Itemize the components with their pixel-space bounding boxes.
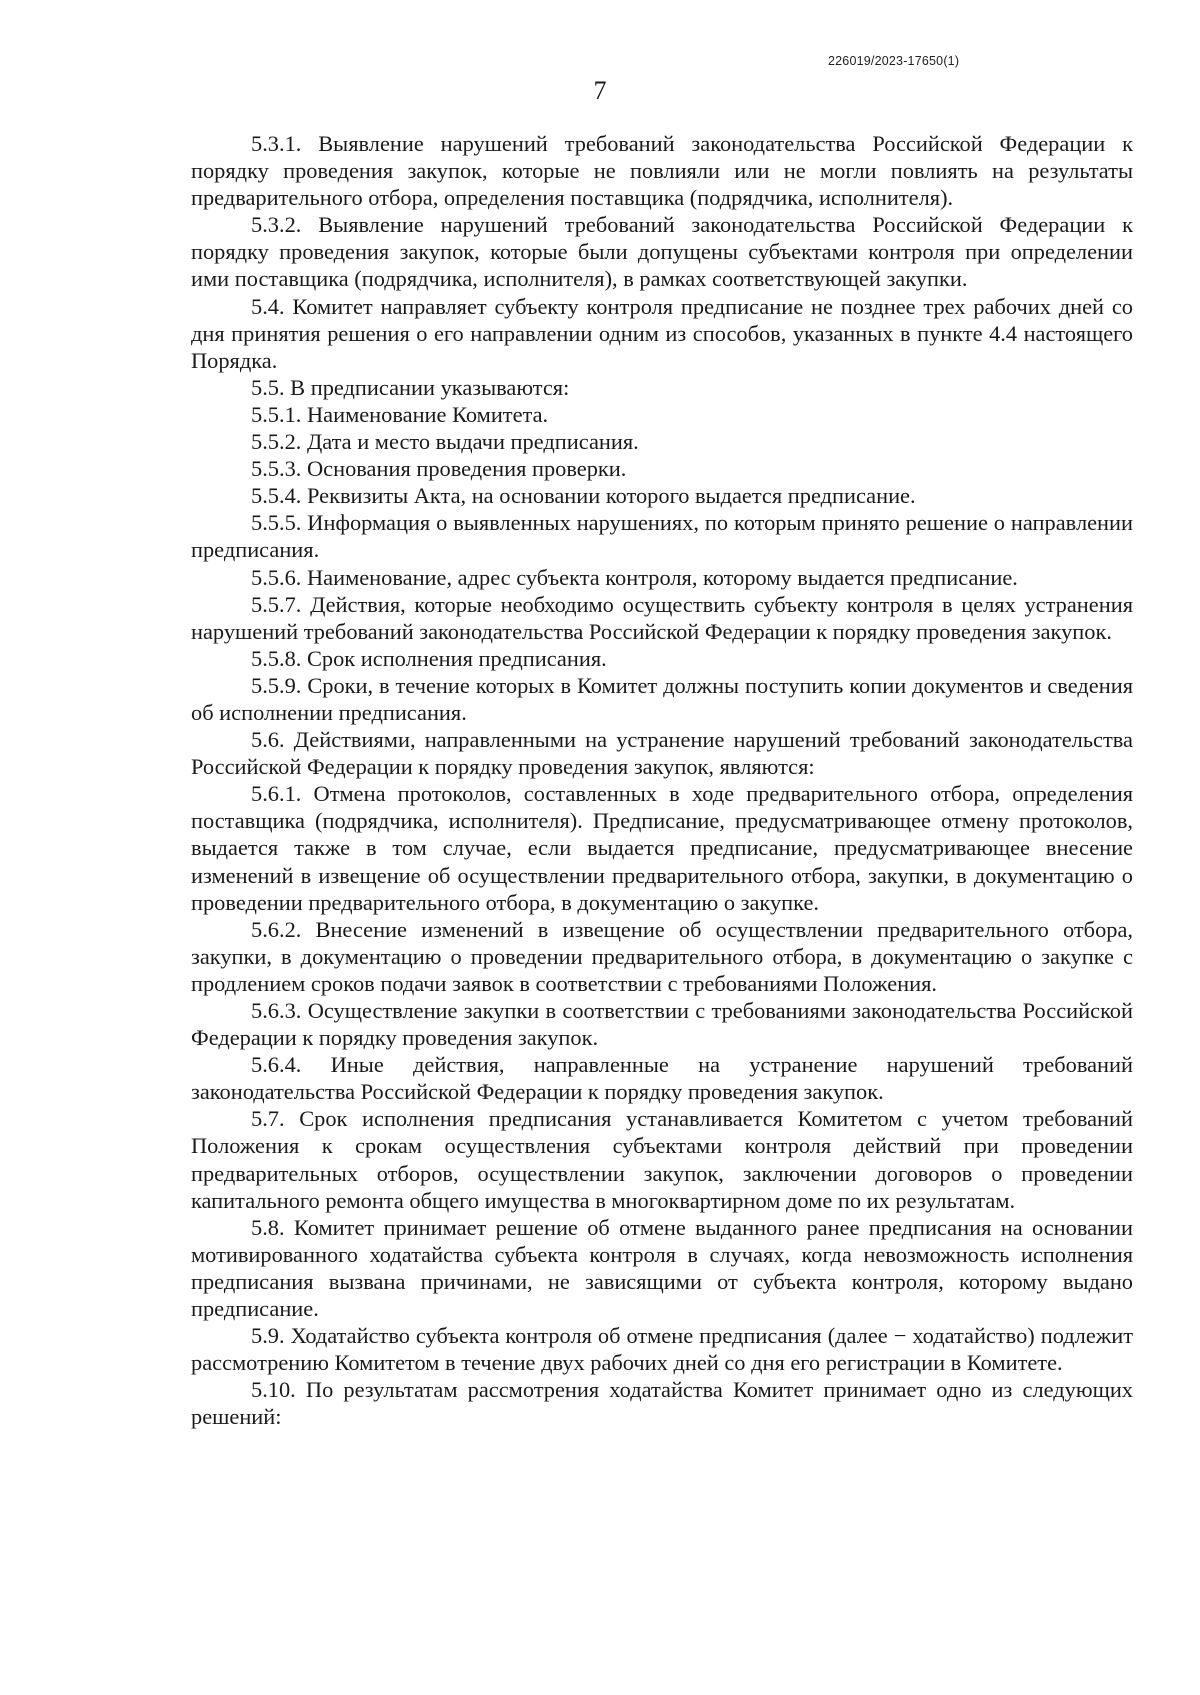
paragraph-5-7: 5.7. Срок исполнения предписания устанавливается Комитетом с учетом требований Положения к срокам осуществления субъектами контроля действий при проведении предварительных отборов, осуществлении закупок, заключении договоров о проведении капитального ремонта общего имущества в многоквартирном доме по их результатам. [191,1106,1133,1213]
paragraph-5-5-5: 5.5.5. Информация о выявленных нарушениях, по которым принято решение о направлении предписания. [191,510,1133,563]
paragraph-5-5-6: 5.5.6. Наименование, адрес субъекта контроля, которому выдается предписание. [251,564,1018,590]
paragraph-5-6-1: 5.6.1. Отмена протоколов, составленных в ходе предварительного отбора, определения поставщика (подрядчика, исполнителя). Предписание, предусматривающее отмену протоколов, выдается также в том случае, если выдается предписание, предусматривающее внесение изменений в извещение об осуществлении предварительного отбора, закупки, в документацию о проведении предварительного отбора, в документацию о закупке. [191,781,1133,915]
paragraph-5-3-1: 5.3.1. Выявление нарушений требований законодательства Российской Федерации к порядку проведения закупок, которые не повлияли или не могли повлиять на результаты предварительного отбора, определения поставщика (подрядчика, исполнителя). [191,131,1133,211]
paragraph-5-6-3: 5.6.3. Осуществление закупки в соответствии с требованиями законодательства Российской Федерации к порядку проведения закупок. [191,998,1133,1051]
paragraph-5-5-4: 5.5.4. Реквизиты Акта, на основании которого выдается предписание. [251,483,916,509]
paragraph-5-5-9: 5.5.9. Сроки, в течение которых в Комитет должны поступить копии документов и сведения об исполнении предписания. [191,672,1133,725]
paragraph-5-5-1: 5.5.1. Наименование Комитета. [251,401,549,427]
document-body [191,130,1133,1431]
paragraph-5-5-2: 5.5.2. Дата и место выдачи предписания. [251,429,639,455]
paragraph-5-9: 5.9. Ходатайство субъекта контроля об отмене предписания (далее − ходатайство) подлежит рассмотрению Комитетом в течение двух рабочих дней со дня его регистрации в Комитете. [191,1323,1133,1376]
paragraph-5-6: 5.6. Действиями, направленными на устранение нарушений требований законодательства Российской Федерации к порядку проведения закупок, являются: [191,727,1133,780]
paragraph-5-5-7: 5.5.7. Действия, которые необходимо осуществить субъекту контроля в целях устранения нарушений требований законодательства Российской Федерации к порядку проведения закупок. [191,591,1133,644]
paragraph-5-6-2: 5.6.2. Внесение изменений в извещение об осуществлении предварительного отбора, закупки, в документацию о проведении предварительного отбора, в документацию о закупке с продлением сроков подачи заявок в соответствии с требованиями Положения. [191,916,1133,996]
document-id: 226019/2023-17650(1) [828,54,960,68]
paragraph-5-4: 5.4. Комитет направляет субъекту контроля предписание не позднее трех рабочих дней со дня принятия решения о его направлении одним из способов, указанных в пункте 4.4 настоящего Порядка. [191,293,1133,373]
paragraph-5-10: 5.10. По результатам рассмотрения ходатайства Комитет принимает одно из следующих решений: [191,1377,1133,1430]
paragraph-5-3-2: 5.3.2. Выявление нарушений требований законодательства Российской Федерации к порядку проведения закупок, которые были допущены субъектами контроля при определении ими поставщика (подрядчика, исполнителя), в рамках соответствующей закупки. [191,212,1133,292]
paragraph-5-5: 5.5. В предписании указываются: [251,374,570,400]
paragraph-5-8: 5.8. Комитет принимает решение об отмене выданного ранее предписания на основании мотивированного ходатайства субъекта контроля в случаях, когда невозможность исполнения предписания вызвана причинами, не зависящими от субъекта контроля, которому выдано предписание. [191,1214,1133,1322]
paragraph-5-6-4: 5.6.4. Иные действия, направленные на устранение нарушений требований законодательства Российской Федерации к порядку проведения закупок. [191,1052,1133,1105]
page-number: 7 [593,76,607,105]
paragraph-5-5-3: 5.5.3. Основания проведения проверки. [251,456,627,482]
paragraph-5-5-8: 5.5.8. Срок исполнения предписания. [251,645,607,671]
